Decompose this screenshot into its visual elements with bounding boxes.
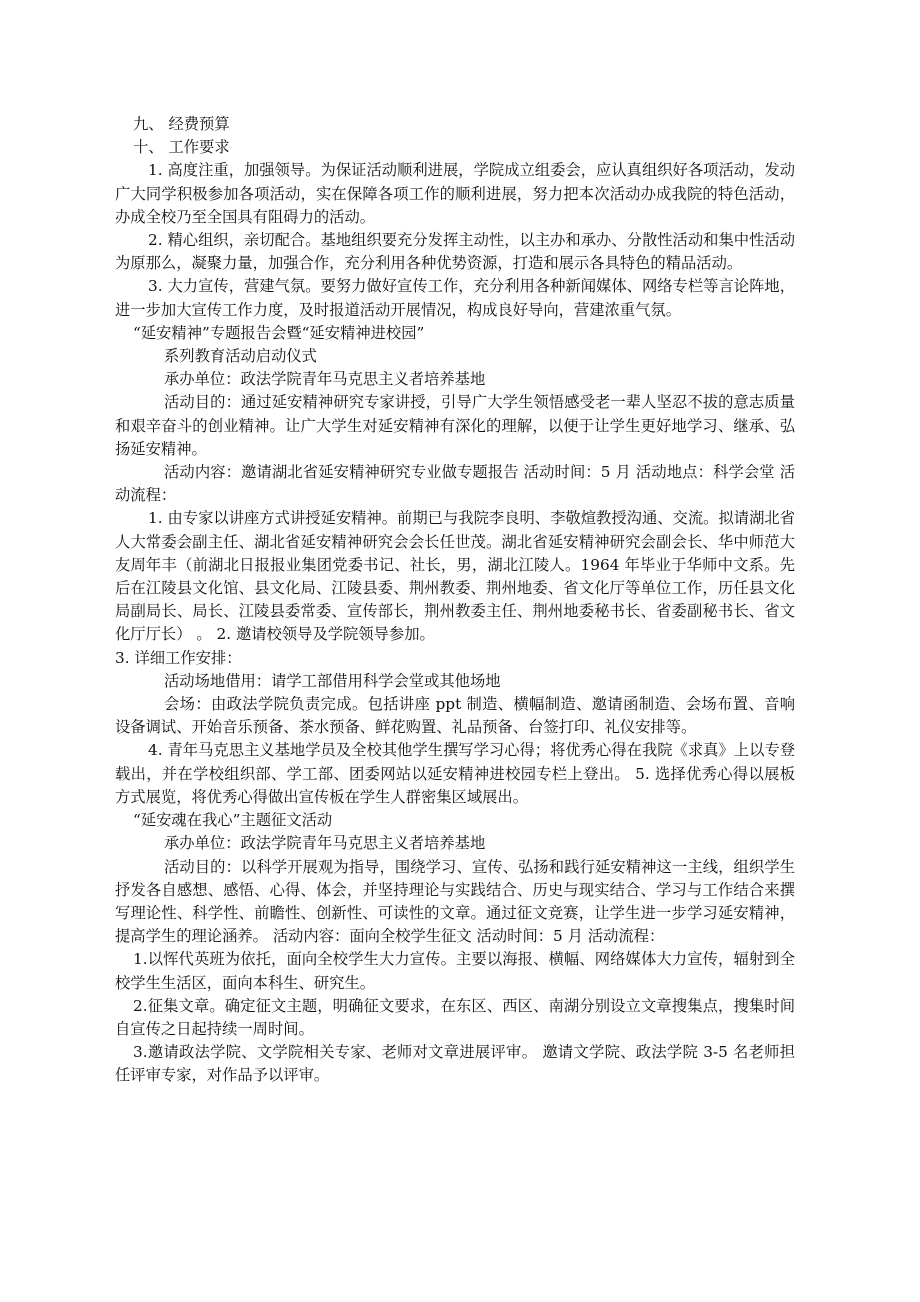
paragraph-requirement-1: 1. 高度注重，加强领导。为保证活动顺利进展，学院成立组委会，应认真组织好各项活动，发动广大同学积极参加各项活动，实在保障各项工作的顺利进展，努力把本次活动办成我院的特色活动，办成全校乃至全国具有阻碍力的活动。 — [115, 161, 795, 226]
activity-title-essay: “延安魂在我心”主题征文活动 — [133, 811, 333, 830]
essay-flow-step-3: 3.邀请政法学院、文学院相关专家、老师对文章进展评审。 邀请文学院、政法学院 3-5 名老师担任评审专家，对作品予以评审。 — [115, 1043, 795, 1085]
activity-flow-step-1: 1. 由专家以讲座方式讲授延安精神。前期已与我院李良明、李敬煊教授沟通、交流。拟请湖北省人大常委会副主任、湖北省延安精神研究会会长任世茂。湖北省延安精神研究会副会长、华中师范大友周年丰（前湖北日报报业集团党委书记、社长，男，湖北江陵人。1964 年毕业于华师中文系。先后在江陵县文化馆、县文化局、江陵县委、荆州教委、荆州地委、省文化厅等单位工作，历任县文化局副局长、局长、江陵县委常委、宣传部长，荆州教委主任、荆州地委秘书长、省委副秘书长、省文化厅厅长） 。 2. 邀请校领导及学院领导参加。 — [115, 509, 795, 644]
paragraph-requirement-3: 3. 大力宣传，营建气氛。要努力做好宣传工作，充分利用各种新闻媒体、网络专栏等言论阵地，进一步加大宣传工作力度，及时报道活动开展情况，构成良好导向，营建浓重气氛。 — [115, 277, 795, 319]
venue-booking: 活动场地借用：请学工部借用科学会堂或其他场地 — [164, 671, 501, 690]
activity-purpose-2: 活动目的：以科学开展观为指导，围绕学习、宣传、弘扬和践行延安精神这一主线，组织学生抒发各自感想、感悟、心得、体会，并坚持理论与实践结合、历史与现实结合、学习与工作结合来撰写理论性、科学性、前瞻性、创新性、可读性的文章。通过征文竞赛，让学生进一步学习延安精神，提高学生的理论涵养。 活动内容：面向全校学生征文 活动时间：5 月 活动流程： — [115, 857, 795, 946]
venue-setup: 会场：由政法学院负责完成。包括讲座 ppt 制造、横幅制造、邀请函制造、会场布置、音响设备调试、开始音乐预备、茶水预备、鲜花购置、礼品预备、台签打印、礼仪安排等。 — [115, 695, 795, 737]
work-arrangement-heading: 3. 详细工作安排： — [115, 648, 242, 667]
section-heading-budget: 九、 经费预算 — [133, 115, 230, 133]
essay-flow-step-1: 1.以恽代英班为依托，面向全校学生大力宣传。主要以海报、横幅、网络媒体大力宣传，辐射到全校学生生活区，面向本科生、研究生。 — [115, 950, 795, 992]
organizer-line-2: 承办单位：政法学院青年马克思主义者培养基地 — [164, 834, 486, 853]
section-heading-requirements: 十、 工作要求 — [133, 138, 230, 157]
document-body — [115, 113, 795, 1088]
activity-purpose-1: 活动目的：通过延安精神研究专家讲授，引导广大学生领悟感受老一辈人坚忍不拔的意志质量和艰辛奋斗的创业精神。让广大学生对延安精神有深化的理解，以便于让学生更好地学习、继承、弘扬延安精神。 — [115, 393, 795, 458]
activity-flow-step-4: 4. 青年马克思主义基地学员及全校其他学生撰写学习心得；将优秀心得在我院《求真》上以专登载出，并在学校组织部、学工部、团委网站以延安精神进校园专栏上登出。 5. 选择优秀心得以展板方式展览，将优秀心得做出宣传板在学生人群密集区域展出。 — [115, 741, 795, 806]
organizer-line-1: 承办单位：政法学院青年马克思主义者培养基地 — [164, 370, 486, 389]
activity-content-1: 活动内容：邀请湖北省延安精神研究专业做专题报告 活动时间：5 月 活动地点：科学会堂 活动流程： — [115, 463, 795, 505]
paragraph-requirement-2: 2. 精心组织，亲切配合。基地组织要充分发挥主动性，以主办和承办、分散性活动和集中性活动为原那么，凝聚力量，加强合作，充分利用各种优势资源，打造和展示各具特色的精品活动。 — [115, 231, 795, 273]
activity-title-report: “延安精神”专题报告会暨“延安精神进校园” — [133, 323, 425, 342]
activity-subtitle-ceremony: 系列教育活动启动仪式 — [164, 347, 317, 366]
essay-flow-step-2: 2.征集文章。确定征文主题，明确征文要求，在东区、西区、南湖分别设立文章搜集点，搜集时间自宣传之日起持续一周时间。 — [115, 996, 795, 1038]
